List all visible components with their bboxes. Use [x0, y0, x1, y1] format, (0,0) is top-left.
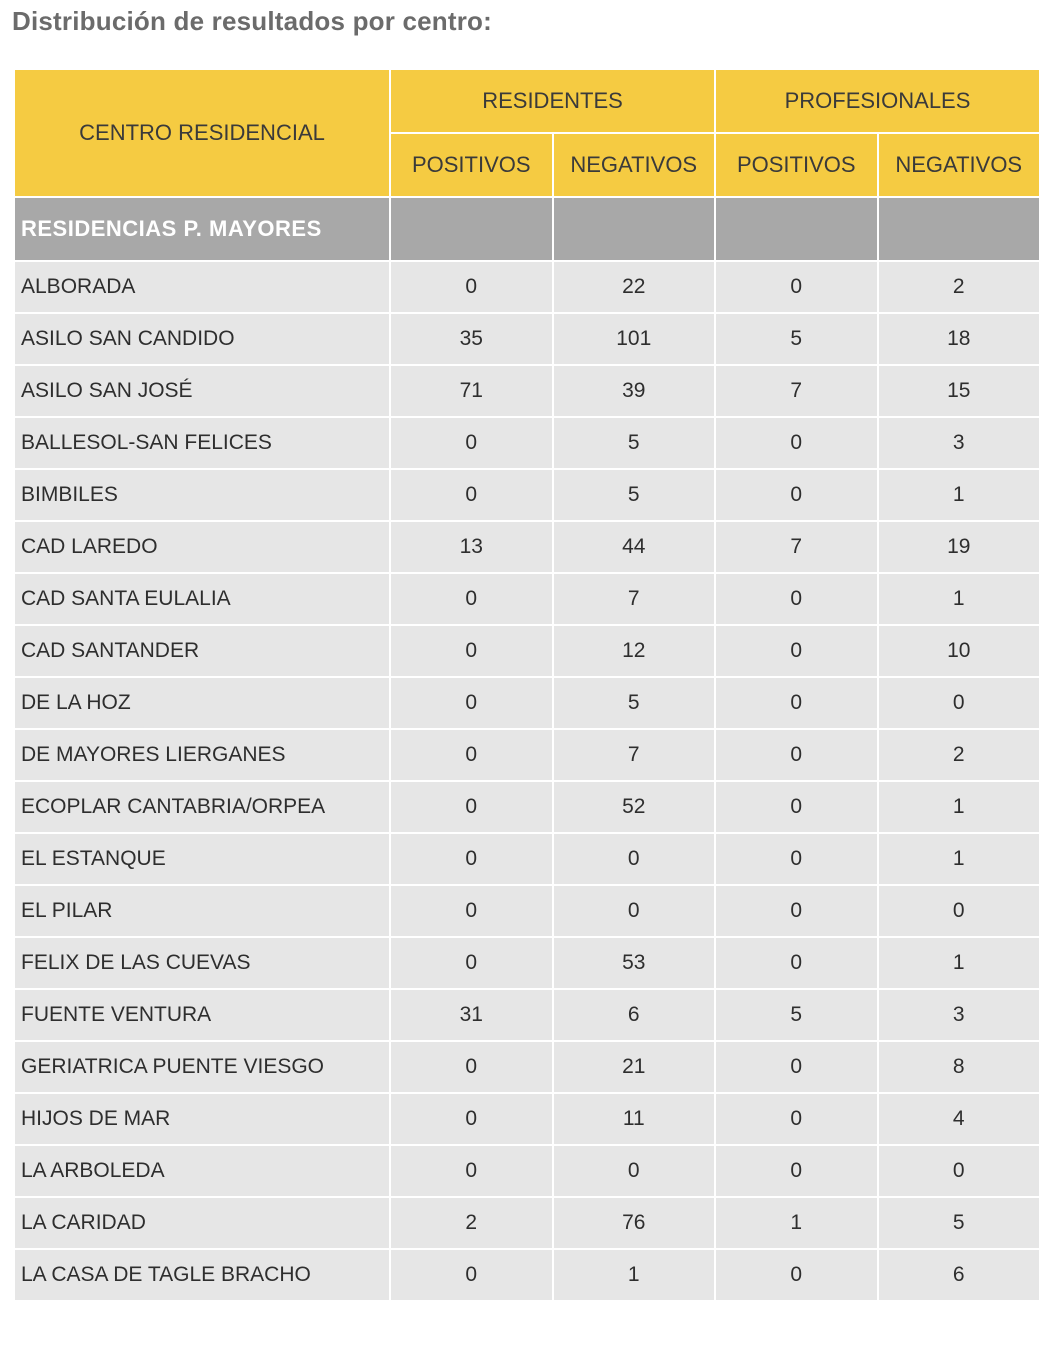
profesionales-negativos-cell: 1	[878, 573, 1041, 625]
residentes-negativos-cell: 39	[553, 365, 716, 417]
centro-name-cell: EL PILAR	[14, 885, 390, 937]
residentes-positivos-cell: 13	[390, 521, 553, 573]
residentes-positivos-cell: 0	[390, 1249, 553, 1301]
residentes-positivos-cell: 2	[390, 1197, 553, 1249]
residentes-negativos-cell: 7	[553, 729, 716, 781]
profesionales-positivos-cell: 0	[715, 729, 878, 781]
profesionales-negativos-cell: 4	[878, 1093, 1041, 1145]
profesionales-positivos-cell: 0	[715, 1093, 878, 1145]
residentes-positivos-cell: 0	[390, 833, 553, 885]
centro-name-cell: ASILO SAN CANDIDO	[14, 313, 390, 365]
section-cell	[390, 197, 553, 261]
profesionales-positivos-cell: 0	[715, 417, 878, 469]
centro-name-cell: DE LA HOZ	[14, 677, 390, 729]
residentes-positivos-cell: 71	[390, 365, 553, 417]
table-row	[14, 677, 1040, 729]
residentes-positivos-cell: 0	[390, 937, 553, 989]
profesionales-negativos-cell: 1	[878, 781, 1041, 833]
section-label: RESIDENCIAS P. MAYORES	[14, 197, 390, 261]
profesionales-positivos-cell: 0	[715, 1145, 878, 1197]
centro-name-cell: HIJOS DE MAR	[14, 1093, 390, 1145]
residentes-positivos-cell: 0	[390, 469, 553, 521]
residentes-negativos-cell: 22	[553, 261, 716, 313]
table-row	[14, 989, 1040, 1041]
profesionales-negativos-cell: 8	[878, 1041, 1041, 1093]
profesionales-positivos-cell: 0	[715, 937, 878, 989]
table-row	[14, 573, 1040, 625]
table-row	[14, 1093, 1040, 1145]
table-row	[14, 521, 1040, 573]
centro-name-cell: LA ARBOLEDA	[14, 1145, 390, 1197]
centro-name-cell: BIMBILES	[14, 469, 390, 521]
profesionales-negativos-cell: 3	[878, 417, 1041, 469]
residentes-negativos-cell: 53	[553, 937, 716, 989]
residentes-negativos-cell: 1	[553, 1249, 716, 1301]
centro-name-cell: LA CASA DE TAGLE BRACHO	[14, 1249, 390, 1301]
residentes-negativos-cell: 52	[553, 781, 716, 833]
table-row	[14, 781, 1040, 833]
table-row	[14, 417, 1040, 469]
profesionales-negativos-cell: 3	[878, 989, 1041, 1041]
centro-name-cell: DE MAYORES LIERGANES	[14, 729, 390, 781]
centro-name-cell: FELIX DE LAS CUEVAS	[14, 937, 390, 989]
table-row	[14, 1249, 1040, 1301]
table-body	[14, 197, 1040, 1301]
centro-name-cell: CAD SANTANDER	[14, 625, 390, 677]
section-row	[14, 197, 1040, 261]
table-row	[14, 1145, 1040, 1197]
profesionales-negativos-cell: 19	[878, 521, 1041, 573]
profesionales-positivos-cell: 0	[715, 573, 878, 625]
profesionales-negativos-cell: 5	[878, 1197, 1041, 1249]
residentes-positivos-cell: 0	[390, 781, 553, 833]
centro-name-cell: BALLESOL-SAN FELICES	[14, 417, 390, 469]
table-row	[14, 313, 1040, 365]
profesionales-positivos-cell: 5	[715, 313, 878, 365]
header-profesionales-positivos: POSITIVOS	[715, 133, 878, 197]
profesionales-negativos-cell: 0	[878, 885, 1041, 937]
centro-name-cell: ECOPLAR CANTABRIA/ORPEA	[14, 781, 390, 833]
residentes-negativos-cell: 0	[553, 1145, 716, 1197]
profesionales-negativos-cell: 18	[878, 313, 1041, 365]
table-row	[14, 365, 1040, 417]
profesionales-positivos-cell: 5	[715, 989, 878, 1041]
centro-name-cell: GERIATRICA PUENTE VIESGO	[14, 1041, 390, 1093]
residentes-negativos-cell: 76	[553, 1197, 716, 1249]
table-row	[14, 261, 1040, 313]
profesionales-positivos-cell: 0	[715, 261, 878, 313]
residentes-negativos-cell: 5	[553, 469, 716, 521]
table-row	[14, 1041, 1040, 1093]
centro-name-cell: LA CARIDAD	[14, 1197, 390, 1249]
profesionales-positivos-cell: 1	[715, 1197, 878, 1249]
centro-name-cell: FUENTE VENTURA	[14, 989, 390, 1041]
profesionales-positivos-cell: 0	[715, 1041, 878, 1093]
residentes-positivos-cell: 0	[390, 417, 553, 469]
table-row	[14, 729, 1040, 781]
table-header	[14, 69, 1040, 197]
residentes-negativos-cell: 6	[553, 989, 716, 1041]
residentes-positivos-cell: 0	[390, 1041, 553, 1093]
profesionales-negativos-cell: 0	[878, 677, 1041, 729]
residentes-positivos-cell: 0	[390, 677, 553, 729]
profesionales-positivos-cell: 0	[715, 781, 878, 833]
section-cell	[715, 197, 878, 261]
centro-name-cell: ASILO SAN JOSÉ	[14, 365, 390, 417]
profesionales-positivos-cell: 7	[715, 365, 878, 417]
residentes-negativos-cell: 101	[553, 313, 716, 365]
residentes-negativos-cell: 11	[553, 1093, 716, 1145]
profesionales-positivos-cell: 7	[715, 521, 878, 573]
table-row	[14, 1197, 1040, 1249]
profesionales-positivos-cell: 0	[715, 885, 878, 937]
residentes-positivos-cell: 0	[390, 1145, 553, 1197]
header-residentes-positivos: POSITIVOS	[390, 133, 553, 197]
residentes-positivos-cell: 0	[390, 261, 553, 313]
profesionales-positivos-cell: 0	[715, 625, 878, 677]
table-row	[14, 885, 1040, 937]
centro-name-cell: CAD LAREDO	[14, 521, 390, 573]
residentes-positivos-cell: 35	[390, 313, 553, 365]
page-title: Distribución de resultados por centro:	[12, 6, 492, 36]
residentes-negativos-cell: 5	[553, 417, 716, 469]
profesionales-negativos-cell: 2	[878, 261, 1041, 313]
profesionales-negativos-cell: 1	[878, 469, 1041, 521]
residentes-positivos-cell: 31	[390, 989, 553, 1041]
residentes-negativos-cell: 0	[553, 833, 716, 885]
section-cell	[553, 197, 716, 261]
centro-name-cell: CAD SANTA EULALIA	[14, 573, 390, 625]
centro-name-cell: ALBORADA	[14, 261, 390, 313]
residentes-negativos-cell: 7	[553, 573, 716, 625]
table-row	[14, 469, 1040, 521]
residentes-positivos-cell: 0	[390, 573, 553, 625]
profesionales-positivos-cell: 0	[715, 469, 878, 521]
table-row	[14, 625, 1040, 677]
profesionales-negativos-cell: 2	[878, 729, 1041, 781]
table-row	[14, 833, 1040, 885]
residentes-negativos-cell: 12	[553, 625, 716, 677]
profesionales-negativos-cell: 1	[878, 937, 1041, 989]
profesionales-negativos-cell: 10	[878, 625, 1041, 677]
residentes-negativos-cell: 0	[553, 885, 716, 937]
header-residentes-negativos: NEGATIVOS	[553, 133, 716, 197]
profesionales-negativos-cell: 0	[878, 1145, 1041, 1197]
profesionales-negativos-cell: 15	[878, 365, 1041, 417]
residentes-negativos-cell: 44	[553, 521, 716, 573]
residentes-positivos-cell: 0	[390, 885, 553, 937]
results-table	[13, 68, 1041, 1302]
residentes-positivos-cell: 0	[390, 729, 553, 781]
section-cell	[878, 197, 1041, 261]
residentes-positivos-cell: 0	[390, 1093, 553, 1145]
header-profesionales: PROFESIONALES	[715, 69, 1040, 133]
header-profesionales-negativos: NEGATIVOS	[878, 133, 1041, 197]
profesionales-positivos-cell: 0	[715, 1249, 878, 1301]
profesionales-positivos-cell: 0	[715, 833, 878, 885]
centro-name-cell: EL ESTANQUE	[14, 833, 390, 885]
table-row	[14, 937, 1040, 989]
profesionales-positivos-cell: 0	[715, 677, 878, 729]
profesionales-negativos-cell: 6	[878, 1249, 1041, 1301]
residentes-negativos-cell: 5	[553, 677, 716, 729]
profesionales-negativos-cell: 1	[878, 833, 1041, 885]
header-residentes: RESIDENTES	[390, 69, 715, 133]
residentes-negativos-cell: 21	[553, 1041, 716, 1093]
header-centro-residencial: CENTRO RESIDENCIAL	[14, 69, 390, 197]
residentes-positivos-cell: 0	[390, 625, 553, 677]
